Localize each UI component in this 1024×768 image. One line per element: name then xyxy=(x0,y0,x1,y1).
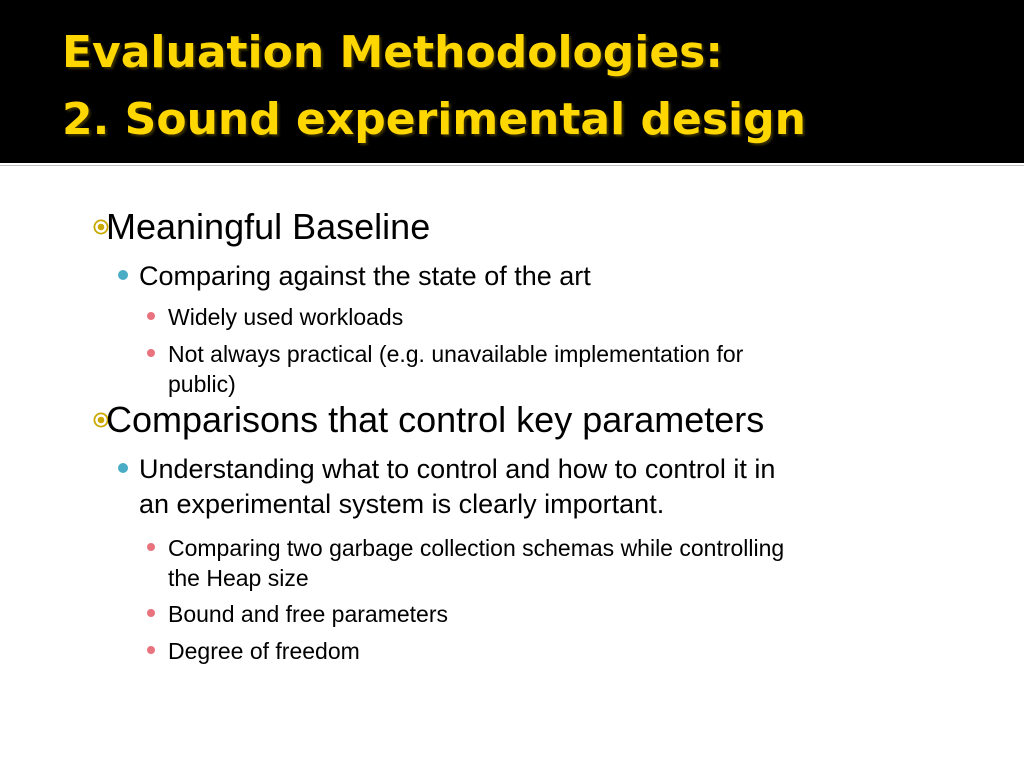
section1-subpoint: Comparing against the state of the art xyxy=(139,261,591,291)
section1-heading: Meaningful Baseline xyxy=(106,206,431,247)
section2-detail-1-line-2: the Heap size xyxy=(168,565,309,591)
dot-bullet-icon xyxy=(147,543,155,551)
section2-subpoint-line-1: Understanding what to control and how to control it in xyxy=(139,454,776,484)
section1-detail-2-line-1: Not always practical (e.g. unavailable implementation for xyxy=(168,341,744,367)
dot-bullet-icon xyxy=(147,609,155,617)
slide-title-line-1: Evaluation Methodologies: xyxy=(62,27,723,78)
dot-bullet-icon xyxy=(118,463,128,473)
dot-bullet-icon xyxy=(118,270,128,280)
section1-detail-1: Widely used workloads xyxy=(168,304,404,330)
title-divider xyxy=(0,160,1024,163)
dot-bullet-icon xyxy=(147,646,155,654)
section2-detail-3: Degree of freedom xyxy=(168,638,360,664)
dot-bullet-icon xyxy=(147,349,155,357)
dot-bullet-icon xyxy=(147,312,155,320)
section2-subpoint-line-2: an experimental system is clearly important. xyxy=(139,489,665,519)
title-divider-thin xyxy=(0,165,1024,166)
section1-detail-2-line-2: public) xyxy=(168,371,236,397)
slide-title-line-2: 2. Sound experimental design xyxy=(62,94,806,145)
section2-detail-2: Bound and free parameters xyxy=(168,601,449,627)
section2-heading: Comparisons that control key parameters xyxy=(106,399,765,440)
title-bar xyxy=(0,0,1024,160)
section2-detail-1-line-1: Comparing two garbage collection schemas while controlling xyxy=(168,535,785,561)
